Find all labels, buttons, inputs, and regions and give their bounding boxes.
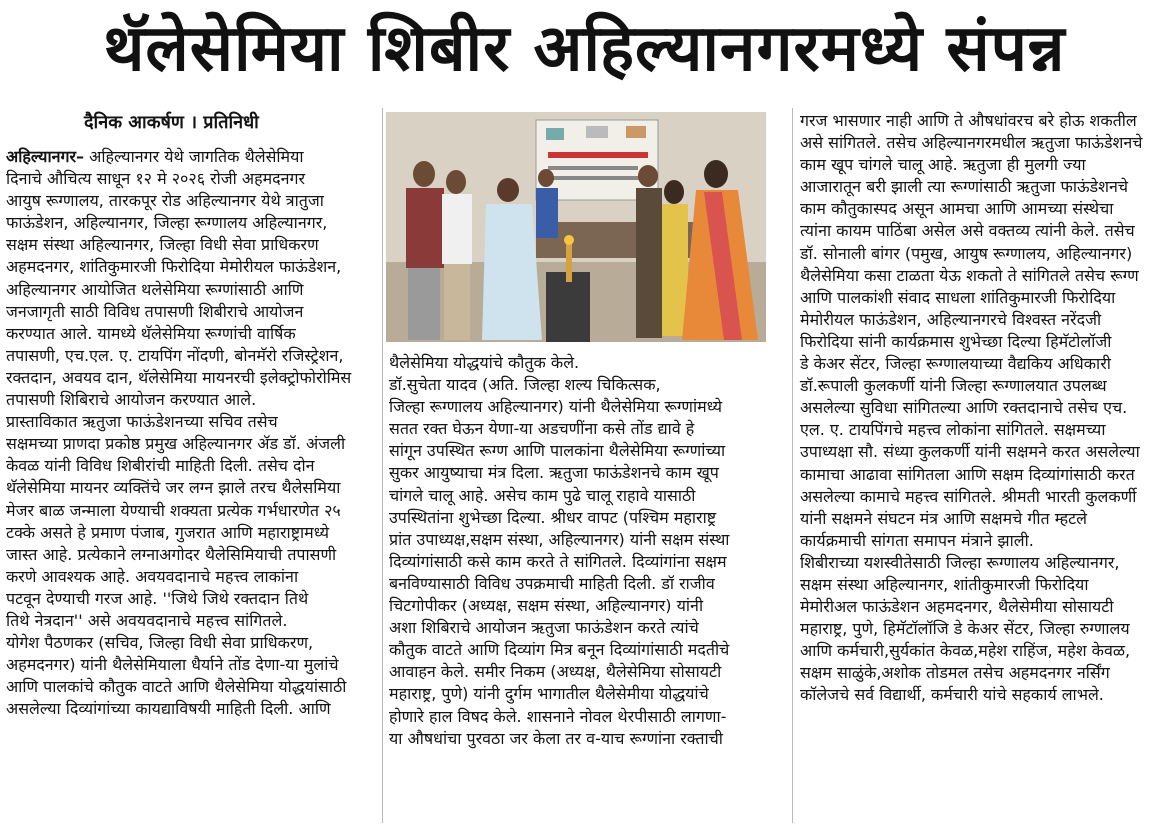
- event-photo-illustration: [386, 112, 766, 342]
- article-column-1: [6, 110, 378, 720]
- event-photo: [386, 112, 766, 342]
- column-divider-2: [792, 108, 793, 823]
- column-2-text: थैलेसेमिया योद्धयांचे कौतुक केले. डॉ.सुचेता यादव (अति. जिल्हा शल्य चिकित्सक, जिल्हा रूग्णालय अहिल्यानगर) यांनी थैलेसेमिया रूग्णांमध्ये सतत रक्त घेऊन येणा-या अडचणींना कसे तोंड द्यावे हे सांगून उपस्थित रूग्ण आणि पालकांना थैलेसेमिया रूग्णांच्या सुकर आयुष्याचा मंत्र दिला. ऋतुजा फाऊंडेशनचे काम खूप चांगले चालू आहे. असेच काम पुढे चालू राहावे यासाठी उपस्थितांना शुभेच्छा दिल्या. श्रीधर वापट (पश्चिम महाराष्ट्र प्रांत उपाध्यक्ष,सक्षम संस्था, अहिल्यानगर) यांनी सक्षम संस्था दिव्यांगांसाठी कसे काम करते ते सांगितले. दिव्यांगांना सक्षम बनविण्यासाठी विविध उपक्रमाची माहिती दिली. डॉ राजीव चिटगोपीकर (अध्यक्ष, सक्षम संस्था, अहिल्यानगर) यांनी अशा शिबिराचे आयोजन ऋतुजा फाऊंडेशन करते त्यांचे कौतुक वाटते आणि दिव्यांग मित्र बनून दिव्यांगांसाठी मदतीचे आवाहन केले. समीर निकम (अध्यक्ष, थैलेसेमिया सोसायटी महाराष्ट्र, पुणे) यांनी दुर्गम भागातील थैलेसेमीया योद्धयांचे होणारे हाल विषद केले. शासनाने नोवल थेरपीसाठी लागणा- या औषधांचा पुरवठा जर केला तर व-याच रूग्णांना रक्ताची: [389, 353, 730, 748]
- article-column-3: [800, 110, 1169, 707]
- headline: थॅलेसेमिया शिबीर अहिल्यानगरमध्ये संपन्न: [103, 12, 1066, 86]
- lead-paragraph: [6, 146, 378, 411]
- column-3-text: गरज भासणार नाही आणि ते औषधांवरच बरे होऊ शकतील असे सांगितले. तसेच अहिल्यानगरमधील ऋतुजा फाऊंडेशनचे काम खूप चांगले चालू आहे. ऋतुजा ही मुलगी ज्या आजारातून बरी झाली त्या रूग्णांसाठी ऋतुजा फाऊंडेशनचे काम कौतुकास्पद असून आमचा आणि आमच्या संस्थेचा त्यांना कायम पाठिंबा असेल असे वक्तव्य त्यांनी केले. तसेच डॉ. सोनाली बांगर (पमुख, आयुष रूग्णालय, अहिल्यानगर) थैलेसेमिया कसा टाळता येऊ शकतो ते सांगितले तसेच रूग्ण आणि पालकांशी संवाद साधला शांतिकुमारजी फिरोदिया मेमोरीयल फाऊंडेशन, अहिल्यानगरचे विश्वस्त नरेंदजी फिरोदिया सांनी कार्यक्रमास शुभेच्छा दिल्या हिमॅटोलॉजी डे केअर सेंटर, जिल्हा रूग्णालयाच्या वैद्यकिय अधिकारी डॉ.रूपाली कुलकर्णी यांनी जिल्हा रूग्णालयात उपलब्ध असलेल्या सुविधा सांगितल्या आणि रक्तदानाचे तसेच एच. एल. ए. टायपिंगचे महत्त्व लोकांना सांगितले. सक्षमच्या उपाध्यक्षा सौ. संध्या कुलकर्णी यांनी सक्षमने करत असलेल्या कामाचा आढावा सांगितला आणि सक्षम दिव्यांगांसाठी करत असलेल्या कामाचे महत्त्व सांगितले. श्रीमती भारती कुलकर्णी यांनी सक्षमने संघटन मंत्र आणि सक्षमचे गीत म्हटले कार्यक्रमाची सांगता समापन मंत्राने झाली. शिबीराच्या यशस्वीतेसाठी जिल्हा रूग्णालय अहिल्यानगर, सक्षम संस्था अहिल्यानगर, शांतीकुमारजी फिरोदिया मेमोरीअल फाऊंडेशन अहमदनगर, थैलेसेमीया सोसायटी महाराष्ट्र, पुणे, हिमॅटॉलॉजि डे केअर सेंटर, जिल्हा रुग्णालय आणि कर्मचारी,सुर्यकांत केवळ,महेश राहिंज, महेश केवळ, सक्षम साळुंके,अशोक तोडमल तसेच अहमदनगर नर्सिंग कॉलेजचे सर्व विद्यार्थी, कर्मचारी यांचे सहकार्य लाभले.: [800, 111, 1143, 705]
- column-1-text: प्रास्ताविकात ऋतुजा फाऊंडेशनच्या सचिव तसेच सक्षमच्या प्राणदा प्रकोष्ठ प्रमुख अहिल्यानगर ॲड डॉ. अंजली केवळ यांनी विविध शिबीरांची माहिती दिली. तसेच दोन थॅलेसेमिया मायनर व्यक्तिंचे जर लग्न झाले तरच थैलेसमिया मेजर बाळ जन्माला येण्याची शक्यता प्रत्येक गर्भधारणेत २५ टक्के असते हे प्रमाण पंजाब, गुजरात आणि महाराष्ट्रामध्ये जास्त आहे. प्रत्येकाने लग्नाअगोदर थैलेसिमियाची तपासणी करणे आवश्यक आहे. अवयवदानाचे महत्त्व लाकांना पटवून देण्याची गरज आहे. ''जिथे जिथे रक्तदान तिथे तिथे नेत्रदान'' असे अवयवदानाचे महत्त्व सांगितले. योगेश पैठणकर (सचिव, जिल्हा विधी सेवा प्राधिकरण, अहमदनगर) यांनी थैलेसेमियाला धैर्याने तोंड देणा-या मुलांचे आणि पालकांचे कौतुक वाटते आणि थैलेसेमिया योद्धयांसाठी असलेल्या दिव्यांगांच्या कायद्याविषयी माहिती दिली. आणि: [6, 412, 347, 719]
- dateline: अहिल्यानगर–: [6, 147, 85, 166]
- column-divider-1: [382, 108, 383, 823]
- byline: दैनिक आकर्षण । प्रतिनिधी: [84, 112, 259, 133]
- lead-text: अहिल्यानगर येथे जागतिक थैलेसेमिया दिनाचे औचित्य साधून १२ मे २०२६ रोजी अहमदनगर आयुष रूग्णालय, तारकपूर रोड अहिल्यानगर येथे त्रातुजा फाऊंडेशन, अहिल्यानगर, जिल्हा रूग्णालय अहिल्यानगर, सक्षम संस्था अहिल्यानगर, जिल्हा विधी सेवा प्राधिकरण अहमदनगर, शांतिकुमारजी फिरोदिया मेमोरीयल फाऊंडेशन, अहिल्यानगर आयोजित थलेसेमिया रूग्णांसाठी आणि जनजागृती साठी विविध तपासणी शिबीराचे आयोजन करण्यात आले. यामध्ये थॅलेसेमिया रूग्णांची वार्षिक तपासणी, एच.एल. ए. टायपिंग नोंदणी, बोनमॅरो रजिस्ट्रेशन, रक्तदान, अवयव दान, थॅलेसेमिया मायनरची इलेक्ट्रोफोरोमिस तपासणी शिबिराचे आयोजन करण्यात आले.: [6, 147, 352, 410]
- article-column-2: [389, 352, 776, 750]
